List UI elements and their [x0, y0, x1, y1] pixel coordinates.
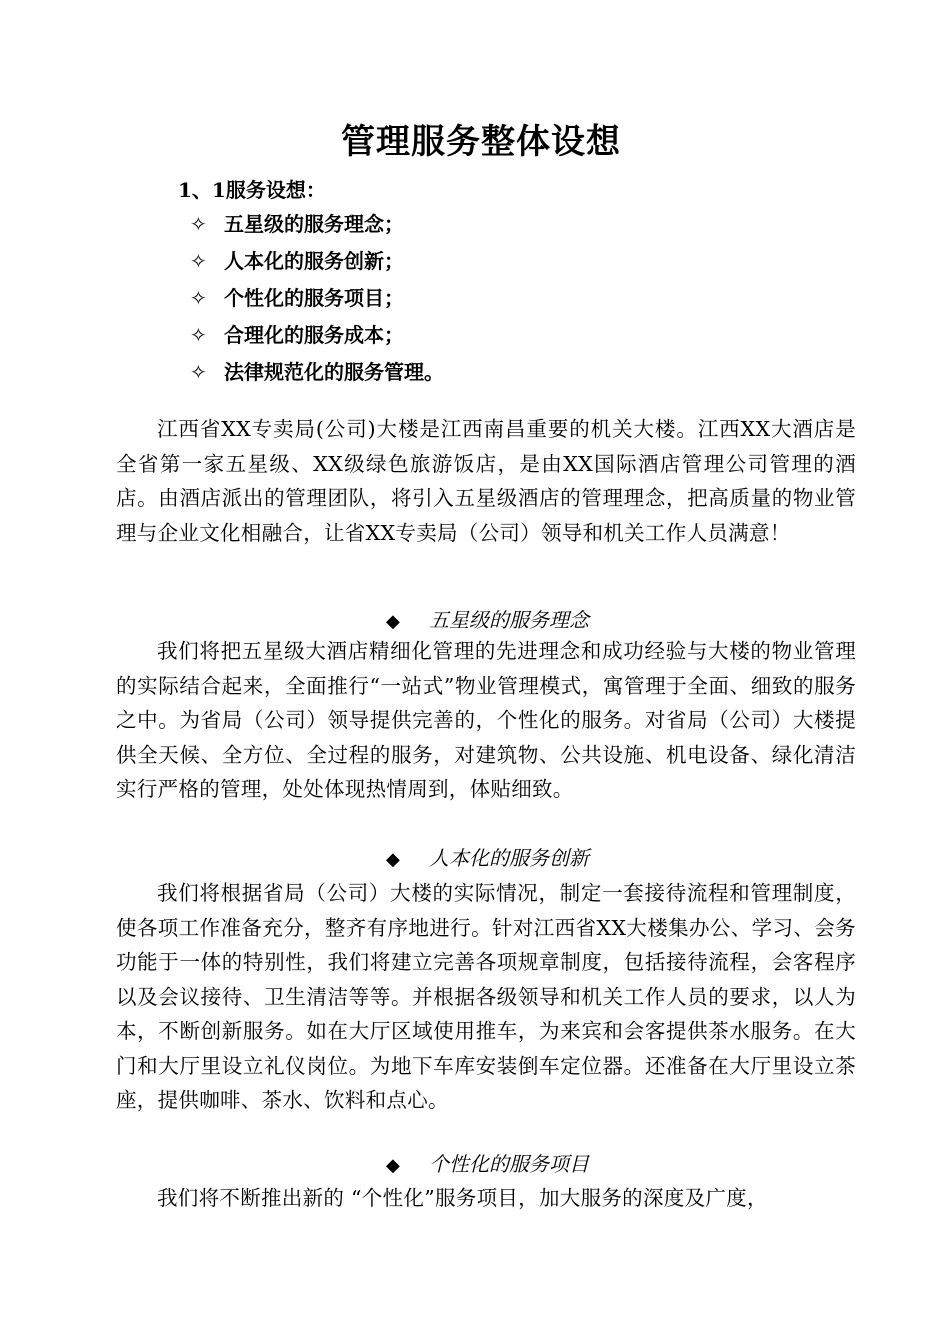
section-body-humanized: 我们将根据省局（公司）大楼的实际情况，制定一套接待流程和管理制度，使各项工作准备充分，整齐有序地进行。针对江西省XX大楼集办公、学习、会务功能于一体的特别性，我们将建立完善各项规章制度，包括接待流程，会客程序以及会议接待、卫生清洁等等。并根据各级领导和机关工作人员的要求，以人为本，不断创新服务。如在大厅区域使用推车，为来宾和会客提供茶水服务。在大门和大厅里设立礼仪岗位。为地下车库安装倒车定位器。还准备在大厅里设立茶座，提供咖啡、茶水、饮料和点心。	[116, 881, 856, 1112]
list-item: ✧ 五星级的服务理念；	[190, 212, 404, 236]
service-concept-list	[190, 210, 444, 395]
diamond-star-icon: ✧	[190, 212, 207, 236]
section-body-personalized: 我们将不断推出新的 “个性化”服务项目，加大服务的深度及广度，	[157, 1186, 768, 1210]
section-subheading: 1、1服务设想：	[178, 178, 326, 202]
list-item: ✧ 个性化的服务项目；	[190, 286, 404, 310]
list-item: ✧ 法律规范化的服务管理。	[190, 360, 444, 384]
intro-paragraph: 江西省XX专卖局(公司)大楼是江西南昌重要的机关大楼。江西XX大酒店是全省第一家五星级、XX级绿色旅游饭店，是由XX国际酒店管理公司管理的酒店。由酒店派出的管理团队，将引入五星级酒店的管理理念，把高质量的物业管理与企业文化相融合，让省XX专卖局（公司）领导和机关工作人员满意！	[116, 417, 856, 545]
document-title: 管理服务整体设想	[341, 122, 621, 162]
diamond-star-icon: ✧	[190, 286, 207, 310]
section-body-five-star: 我们将把五星级大酒店精细化管理的先进理念和成功经验与大楼的物业管理的实际结合起来，全面推行“一站式”物业管理模式，寓管理于全面、细致的服务之中。为省局（公司）领导提供完善的，个性化的服务。对省局（公司）大楼提供全天候、全方位、全过程的服务，对建筑物、公共设施、机电设备、绿化清洁实行严格的管理，处处体现热情周到，体贴细致。	[116, 639, 856, 801]
section-heading-five-star: ◆ 五星级的服务理念	[386, 606, 589, 636]
section-heading-humanized: ◆ 人本化的服务创新	[386, 844, 589, 874]
diamond-star-icon: ✧	[190, 249, 207, 273]
list-item: ✧ 人本化的服务创新；	[190, 249, 404, 273]
black-diamond-icon: ◆	[386, 611, 400, 632]
diamond-star-icon: ✧	[190, 323, 207, 347]
section-heading-personalized: ◆ 个性化的服务项目	[386, 1150, 589, 1180]
diamond-star-icon: ✧	[190, 360, 207, 384]
black-diamond-icon: ◆	[386, 1155, 400, 1176]
list-item: ✧ 合理化的服务成本；	[190, 323, 404, 347]
black-diamond-icon: ◆	[386, 849, 400, 870]
